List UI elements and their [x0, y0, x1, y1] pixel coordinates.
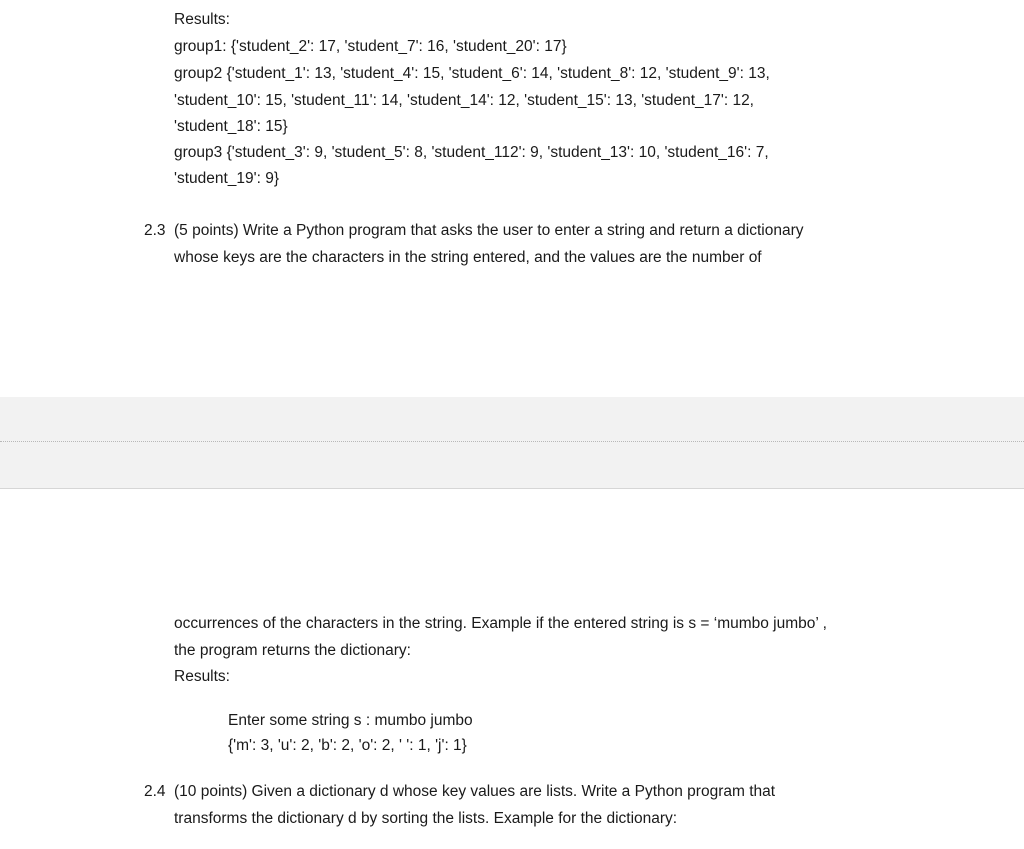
question-2-3-line-3: occurrences of the characters in the string. Example if the entered string is s = ‘mumbo jumbo’ ,	[174, 615, 827, 632]
group2-result-line-1: group2 {'student_1': 13, 'student_4': 15, 'student_6': 14, 'student_8': 12, 'student_9': 13,	[174, 65, 770, 82]
question-2-3-number: 2.3	[144, 222, 166, 239]
question-2-3-line-1: (5 points) Write a Python program that asks the user to enter a string and return a dictionary	[174, 222, 804, 239]
group3-result-line-1: group3 {'student_3': 9, 'student_5': 8, 'student_112': 9, 'student_13': 10, 'student_16': 7,	[174, 144, 769, 161]
page-gap	[0, 397, 1024, 489]
question-2-4-line-1: (10 points) Given a dictionary d whose key values are lists. Write a Python program that	[174, 783, 776, 800]
results-label-2: Results:	[174, 668, 230, 685]
question-2-3-line-2: whose keys are the characters in the string entered, and the values are the number of	[174, 249, 762, 266]
group2-result-line-2: 'student_10': 15, 'student_11': 14, 'student_14': 12, 'student_15': 13, 'student_17': 12,	[174, 92, 754, 109]
group1-result: group1: {'student_2': 17, 'student_7': 16, 'student_20': 17}	[174, 38, 567, 55]
group3-result-line-2: 'student_19': 9}	[174, 170, 280, 187]
results-label: Results:	[174, 11, 230, 28]
question-2-4-number: 2.4	[144, 783, 166, 800]
group2-result-line-3: 'student_18': 15}	[174, 118, 288, 135]
question-2-4-line-2: transforms the dictionary d by sorting the lists. Example for the dictionary:	[174, 810, 678, 827]
example-input-prompt: Enter some string s : mumbo jumbo	[228, 712, 473, 729]
page-break-divider	[0, 441, 1024, 442]
example-output-dictionary: {'m': 3, 'u': 2, 'b': 2, 'o': 2, ' ': 1, 'j': 1}	[228, 737, 467, 754]
question-2-3-line-4: the program returns the dictionary:	[174, 642, 411, 659]
